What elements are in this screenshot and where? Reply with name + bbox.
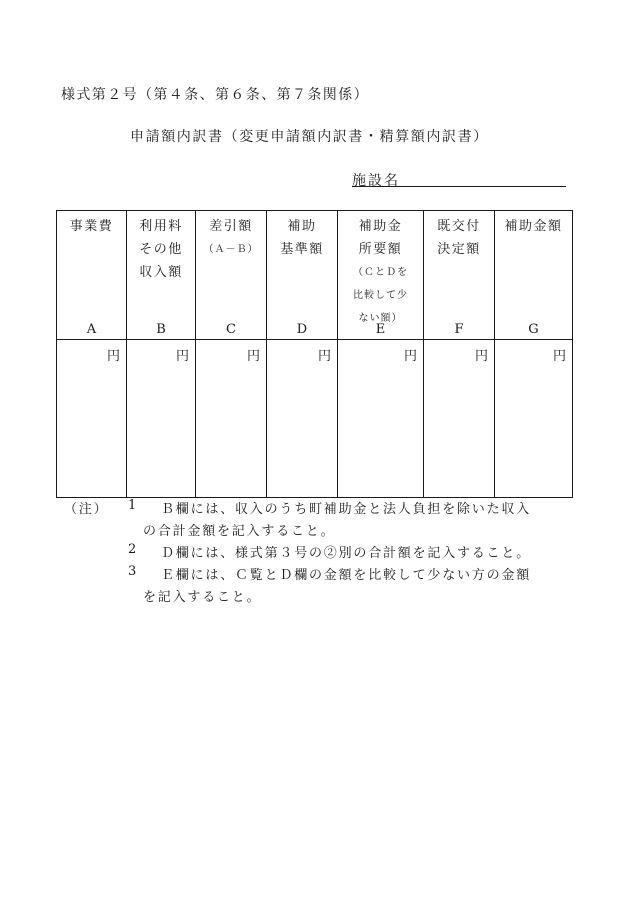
column-letter: A — [86, 322, 97, 337]
header-label-line: 決定額 — [437, 242, 481, 257]
header-cell-d — [267, 211, 338, 340]
note-2-line-1: Ｄ欄には、様式第３号の②別の合計額を記入すること。 — [161, 546, 532, 561]
yen-unit: 円 — [317, 349, 331, 364]
header-label-line: 既交付 — [437, 219, 481, 234]
amount-cell-c[interactable] — [196, 340, 267, 498]
column-letter: C — [226, 322, 236, 337]
header-note-line: （ＣとＤを — [353, 267, 408, 278]
column-letter: E — [375, 322, 386, 337]
column-letter: F — [454, 322, 464, 337]
column-letter: G — [528, 322, 539, 337]
header-note-line: 比較して少 — [353, 290, 408, 301]
header-cell-e — [338, 211, 424, 340]
breakdown-table — [56, 210, 573, 498]
amount-cell-b[interactable] — [127, 340, 196, 498]
header-note-line: （Ａ－Ｂ） — [203, 244, 259, 255]
table-amount-row — [57, 340, 573, 498]
amount-cell-a[interactable] — [57, 340, 127, 498]
header-label-line: 補助金 — [358, 219, 403, 234]
header-label-line: 事業費 — [69, 219, 114, 234]
notes-label: （注） — [64, 502, 109, 517]
amount-cell-d[interactable] — [267, 340, 338, 498]
note-2-number: 2 — [128, 542, 139, 557]
header-label-line: 利用料 — [139, 219, 183, 234]
header-cell-g — [495, 211, 573, 340]
note-3-line-2: を記入すること。 — [143, 590, 262, 605]
document-title: 申請額内訳書（変更申請額内訳書・精算額内訳書） — [130, 129, 489, 145]
facility-name-field[interactable] — [352, 186, 566, 187]
header-label-line: 基準額 — [280, 242, 324, 257]
header-note-line: ない額） — [358, 313, 403, 324]
table-header-row — [57, 211, 573, 340]
note-3-number: 3 — [128, 564, 139, 579]
header-label-line: 所要額 — [358, 242, 403, 257]
header-cell-b — [127, 211, 196, 340]
column-letter: B — [156, 322, 166, 337]
header-cell-a — [57, 211, 127, 340]
form-number: 様式第２号（第４条、第６条、第７条関係） — [61, 87, 369, 103]
amount-cell-g[interactable] — [495, 340, 573, 498]
note-1-line-2: の合計金額を記入すること。 — [143, 524, 336, 539]
header-label-line: 補助金額 — [504, 219, 563, 234]
note-1-line-1: Ｂ欄には、収入のうち町補助金と法人負担を除いた収入 — [161, 502, 532, 517]
facility-name-label: 施設名 — [352, 173, 400, 189]
yen-unit: 円 — [474, 349, 488, 364]
yen-unit: 円 — [246, 349, 260, 364]
yen-unit: 円 — [175, 349, 189, 364]
amount-cell-e[interactable] — [338, 340, 424, 498]
header-label-line: 補助 — [287, 219, 317, 234]
header-label-line: 差引額 — [209, 219, 253, 234]
amount-cell-f[interactable] — [424, 340, 495, 498]
yen-unit: 円 — [552, 349, 566, 364]
column-letter: D — [296, 322, 308, 337]
header-cell-c — [196, 211, 267, 340]
note-3-line-1: Ｅ欄には、Ｃ覧とＤ欄の金額を比較して少ない方の金額 — [161, 568, 532, 583]
yen-unit: 円 — [106, 349, 120, 364]
header-label-line: その他 — [139, 242, 183, 257]
note-1-number: 1 — [128, 498, 139, 513]
header-cell-f — [424, 211, 495, 340]
header-label-line: 収入額 — [139, 265, 183, 280]
yen-unit: 円 — [403, 349, 417, 364]
